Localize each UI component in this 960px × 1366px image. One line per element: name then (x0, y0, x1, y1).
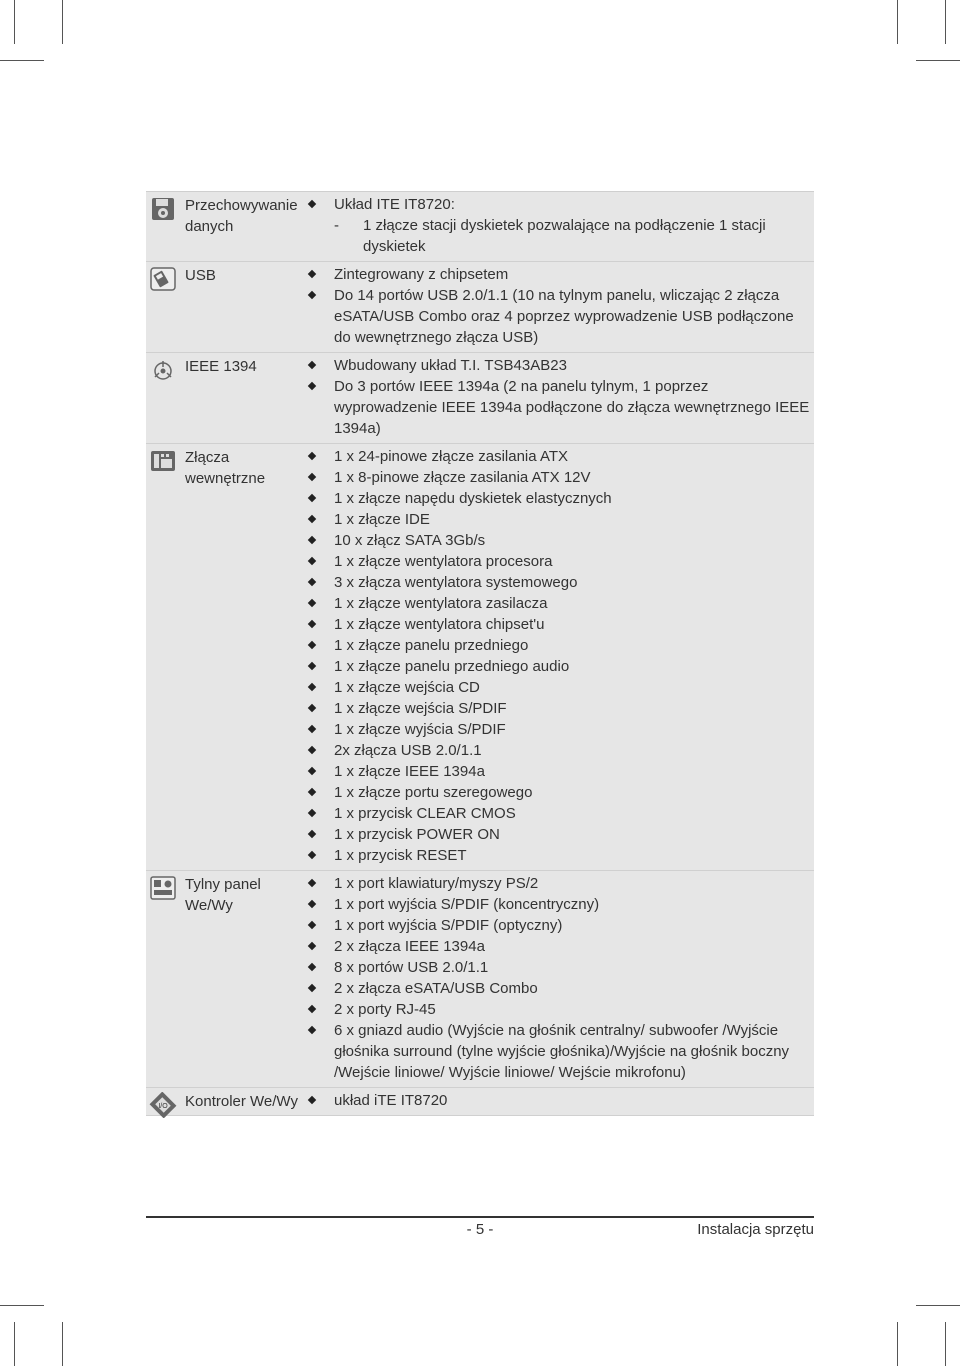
crop-mark (945, 1322, 946, 1366)
diamond-bullet-icon (308, 599, 316, 607)
crop-mark (62, 0, 63, 44)
page-number: - 5 - (466, 1221, 494, 1238)
spec-item-text: 1 x port klawiatury/myszy PS/2 (334, 875, 539, 892)
spec-row-label: Złącza wewnętrzne (185, 449, 266, 487)
spec-list-item (303, 803, 814, 824)
spec-list-item (303, 845, 814, 866)
spec-item-text: Układ ITE IT8720: (334, 196, 455, 213)
spec-list-item (303, 355, 814, 376)
spec-item-text: 1 x przycisk POWER ON (334, 826, 500, 843)
spec-item-list (303, 264, 814, 348)
diamond-bullet-icon (308, 1096, 316, 1104)
crop-mark (945, 0, 946, 44)
spec-list-item (303, 376, 814, 439)
spec-item-text: Wbudowany układ T.I. TSB43AB23 (334, 357, 567, 374)
spec-item-text: 2x złącza USB 2.0/1.1 (334, 742, 482, 759)
spec-list-item (303, 894, 814, 915)
spec-row-label: Kontroler We/Wy (185, 1093, 298, 1110)
diamond-bullet-icon (308, 1026, 316, 1034)
diamond-bullet-icon (308, 1005, 316, 1013)
spec-row-label: USB (185, 267, 216, 284)
spec-list-item (303, 551, 814, 572)
diamond-bullet-icon (308, 851, 316, 859)
diamond-bullet-icon (308, 361, 316, 369)
crop-mark (14, 1322, 15, 1366)
spec-item-text: 1 x złącze wyjścia S/PDIF (334, 721, 506, 738)
spec-item-text: 1 x złącze IEEE 1394a (334, 763, 485, 780)
crop-mark (0, 1305, 44, 1306)
spec-item-text: 1 x złącze IDE (334, 511, 430, 528)
spec-list-item (303, 467, 814, 488)
spec-list-item (303, 614, 814, 635)
spec-item-list (303, 194, 814, 257)
spec-list-item (303, 873, 814, 894)
diamond-bullet-icon (308, 963, 316, 971)
spec-list-item (303, 285, 814, 348)
spec-list-item (303, 488, 814, 509)
spec-item-text: 1 x złącze panelu przedniego (334, 637, 529, 654)
spec-item-list (303, 446, 814, 866)
spec-item-text: 1 x złącze panelu przedniego audio (334, 658, 570, 675)
spec-item-list (303, 355, 814, 439)
diamond-bullet-icon (308, 578, 316, 586)
spec-list-item (303, 656, 814, 677)
spec-item-text: Zintegrowany z chipsetem (334, 266, 509, 283)
diamond-bullet-icon (308, 494, 316, 502)
spec-row-rear-panel (146, 871, 814, 1088)
spec-item-text: 1 złącze stacji dyskietek pozwalające na podłączenie 1 stacji dyskietek (363, 217, 766, 255)
spec-row-label: Przechowywanie danych (185, 197, 298, 235)
spec-item-text: 1 x złącze napędu dyskietek elastycznych (334, 490, 612, 507)
diamond-bullet-icon (308, 382, 316, 390)
diamond-bullet-icon (308, 984, 316, 992)
spec-item-text: 8 x portów USB 2.0/1.1 (334, 959, 489, 976)
rear-panel-icon (149, 875, 177, 901)
spec-list-item (303, 719, 814, 740)
spec-list-item (303, 572, 814, 593)
diamond-bullet-icon (308, 704, 316, 712)
crop-mark (62, 1322, 63, 1366)
spec-list-item (303, 698, 814, 719)
diamond-bullet-icon (308, 830, 316, 838)
spec-item-text: 10 x złącz SATA 3Gb/s (334, 532, 486, 549)
spec-list-item (303, 509, 814, 530)
spec-list-item (303, 999, 814, 1020)
diamond-bullet-icon (308, 291, 316, 299)
crop-mark (897, 0, 898, 44)
spec-item-text: 1 x złącze wentylatora chipset'u (334, 616, 545, 633)
spec-list-item (303, 740, 814, 761)
spec-item-text: 2 x porty RJ-45 (334, 1001, 436, 1018)
spec-item-text: 1 x port wyjścia S/PDIF (optyczny) (334, 917, 563, 934)
diamond-bullet-icon (308, 809, 316, 817)
svg-text:I/O: I/O (158, 1103, 168, 1110)
spec-item-text: 1 x przycisk CLEAR CMOS (334, 805, 516, 822)
spec-list-item (303, 264, 814, 285)
spec-item-text: układ iTE IT8720 (334, 1092, 448, 1109)
crop-mark (14, 0, 15, 44)
diamond-bullet-icon (308, 725, 316, 733)
spec-list-item (303, 957, 814, 978)
spec-list-item (303, 1090, 814, 1111)
spec-list-item (303, 761, 814, 782)
spec-row-label: IEEE 1394 (185, 358, 257, 375)
diamond-bullet-icon (308, 683, 316, 691)
floppy-disk-icon (149, 196, 177, 222)
spec-item-text: 1 x 24-pinowe złącze zasilania ATX (334, 448, 569, 465)
spec-item-text: 1 x złącze wejścia CD (334, 679, 480, 696)
diamond-bullet-icon (308, 921, 316, 929)
specification-table (146, 191, 814, 1116)
diamond-bullet-icon (308, 452, 316, 460)
diamond-bullet-icon (308, 515, 316, 523)
crop-mark (897, 1322, 898, 1366)
diamond-bullet-icon (308, 557, 316, 565)
spec-list-item (303, 677, 814, 698)
spec-list-item (303, 530, 814, 551)
diamond-bullet-icon (308, 746, 316, 754)
spec-list-item (303, 978, 814, 999)
diamond-bullet-icon (308, 200, 316, 208)
spec-item-text: 1 x przycisk RESET (334, 847, 467, 864)
io-chip-icon (149, 1092, 177, 1118)
usb-icon (149, 266, 177, 292)
spec-item-text: 1 x 8-pinowe złącze zasilania ATX 12V (334, 469, 591, 486)
dash-marker: - (334, 217, 339, 234)
spec-row-storage (146, 192, 814, 262)
spec-item-text: 1 x złącze wejścia S/PDIF (334, 700, 507, 717)
footer-section-title: Instalacja sprzętu (697, 1221, 814, 1238)
spec-list-item (303, 593, 814, 614)
spec-list-item (303, 1020, 814, 1083)
diamond-bullet-icon (308, 270, 316, 278)
crop-mark (0, 60, 44, 61)
spec-row-usb (146, 262, 814, 353)
spec-item-list (303, 873, 814, 1083)
footer-rule (146, 1216, 814, 1218)
spec-item-list (303, 1090, 814, 1111)
spec-item-text: 1 x złącze wentylatora zasilacza (334, 595, 548, 612)
spec-item-text: Do 3 portów IEEE 1394a (2 na panelu tylnym, 1 poprzez wyprowadzenie IEEE 1394a podłączone do złącza wewnętrznego IEEE 1394a) (334, 378, 810, 437)
diamond-bullet-icon (308, 767, 316, 775)
diamond-bullet-icon (308, 879, 316, 887)
diamond-bullet-icon (308, 942, 316, 950)
spec-list-item (303, 194, 814, 215)
spec-list-item (303, 782, 814, 803)
spec-item-text: Do 14 portów USB 2.0/1.1 (10 na tylnym panelu, wliczając 2 złącza eSATA/USB Combo oraz 4 poprzez wyprowadzenie USB podłączone do wewnętrznego złącza USB) (334, 287, 794, 346)
spec-item-text: 3 x złącza wentylatora systemowego (334, 574, 578, 591)
spec-row-label: Tylny panel We/Wy (185, 876, 261, 914)
spec-row-internal-connectors (146, 444, 814, 871)
spec-row-ieee1394 (146, 353, 814, 444)
diamond-bullet-icon (308, 788, 316, 796)
spec-item-text: 1 x port wyjścia S/PDIF (koncentryczny) (334, 896, 600, 913)
diamond-bullet-icon (308, 662, 316, 670)
internal-connector-icon (149, 448, 177, 474)
spec-list-item (303, 936, 814, 957)
spec-list-item (303, 824, 814, 845)
spec-item-text: 1 x złącze wentylatora procesora (334, 553, 553, 570)
spec-list-item (303, 446, 814, 467)
spec-item-text: 6 x gniazd audio (Wyjście na głośnik centralny/ subwoofer /Wyjście głośnika surround (tylne wyjście głośnika)/Wyjście na głośnik boczny /Wejście liniowe/ Wyjście liniowe/ Wejście mikrofonu) (334, 1022, 790, 1081)
diamond-bullet-icon (308, 473, 316, 481)
spec-list-item (303, 915, 814, 936)
diamond-bullet-icon (308, 536, 316, 544)
diamond-bullet-icon (308, 641, 316, 649)
crop-mark (916, 1305, 960, 1306)
spec-item-text: 2 x złącza IEEE 1394a (334, 938, 485, 955)
spec-item-text: 1 x złącze portu szeregowego (334, 784, 533, 801)
crop-mark (916, 60, 960, 61)
spec-list-item (303, 635, 814, 656)
diamond-bullet-icon (308, 620, 316, 628)
spec-list-item (303, 215, 814, 257)
spec-row-io-controller (146, 1088, 814, 1116)
firewire-icon (149, 357, 177, 383)
spec-item-text: 2 x złącza eSATA/USB Combo (334, 980, 538, 997)
diamond-bullet-icon (308, 900, 316, 908)
